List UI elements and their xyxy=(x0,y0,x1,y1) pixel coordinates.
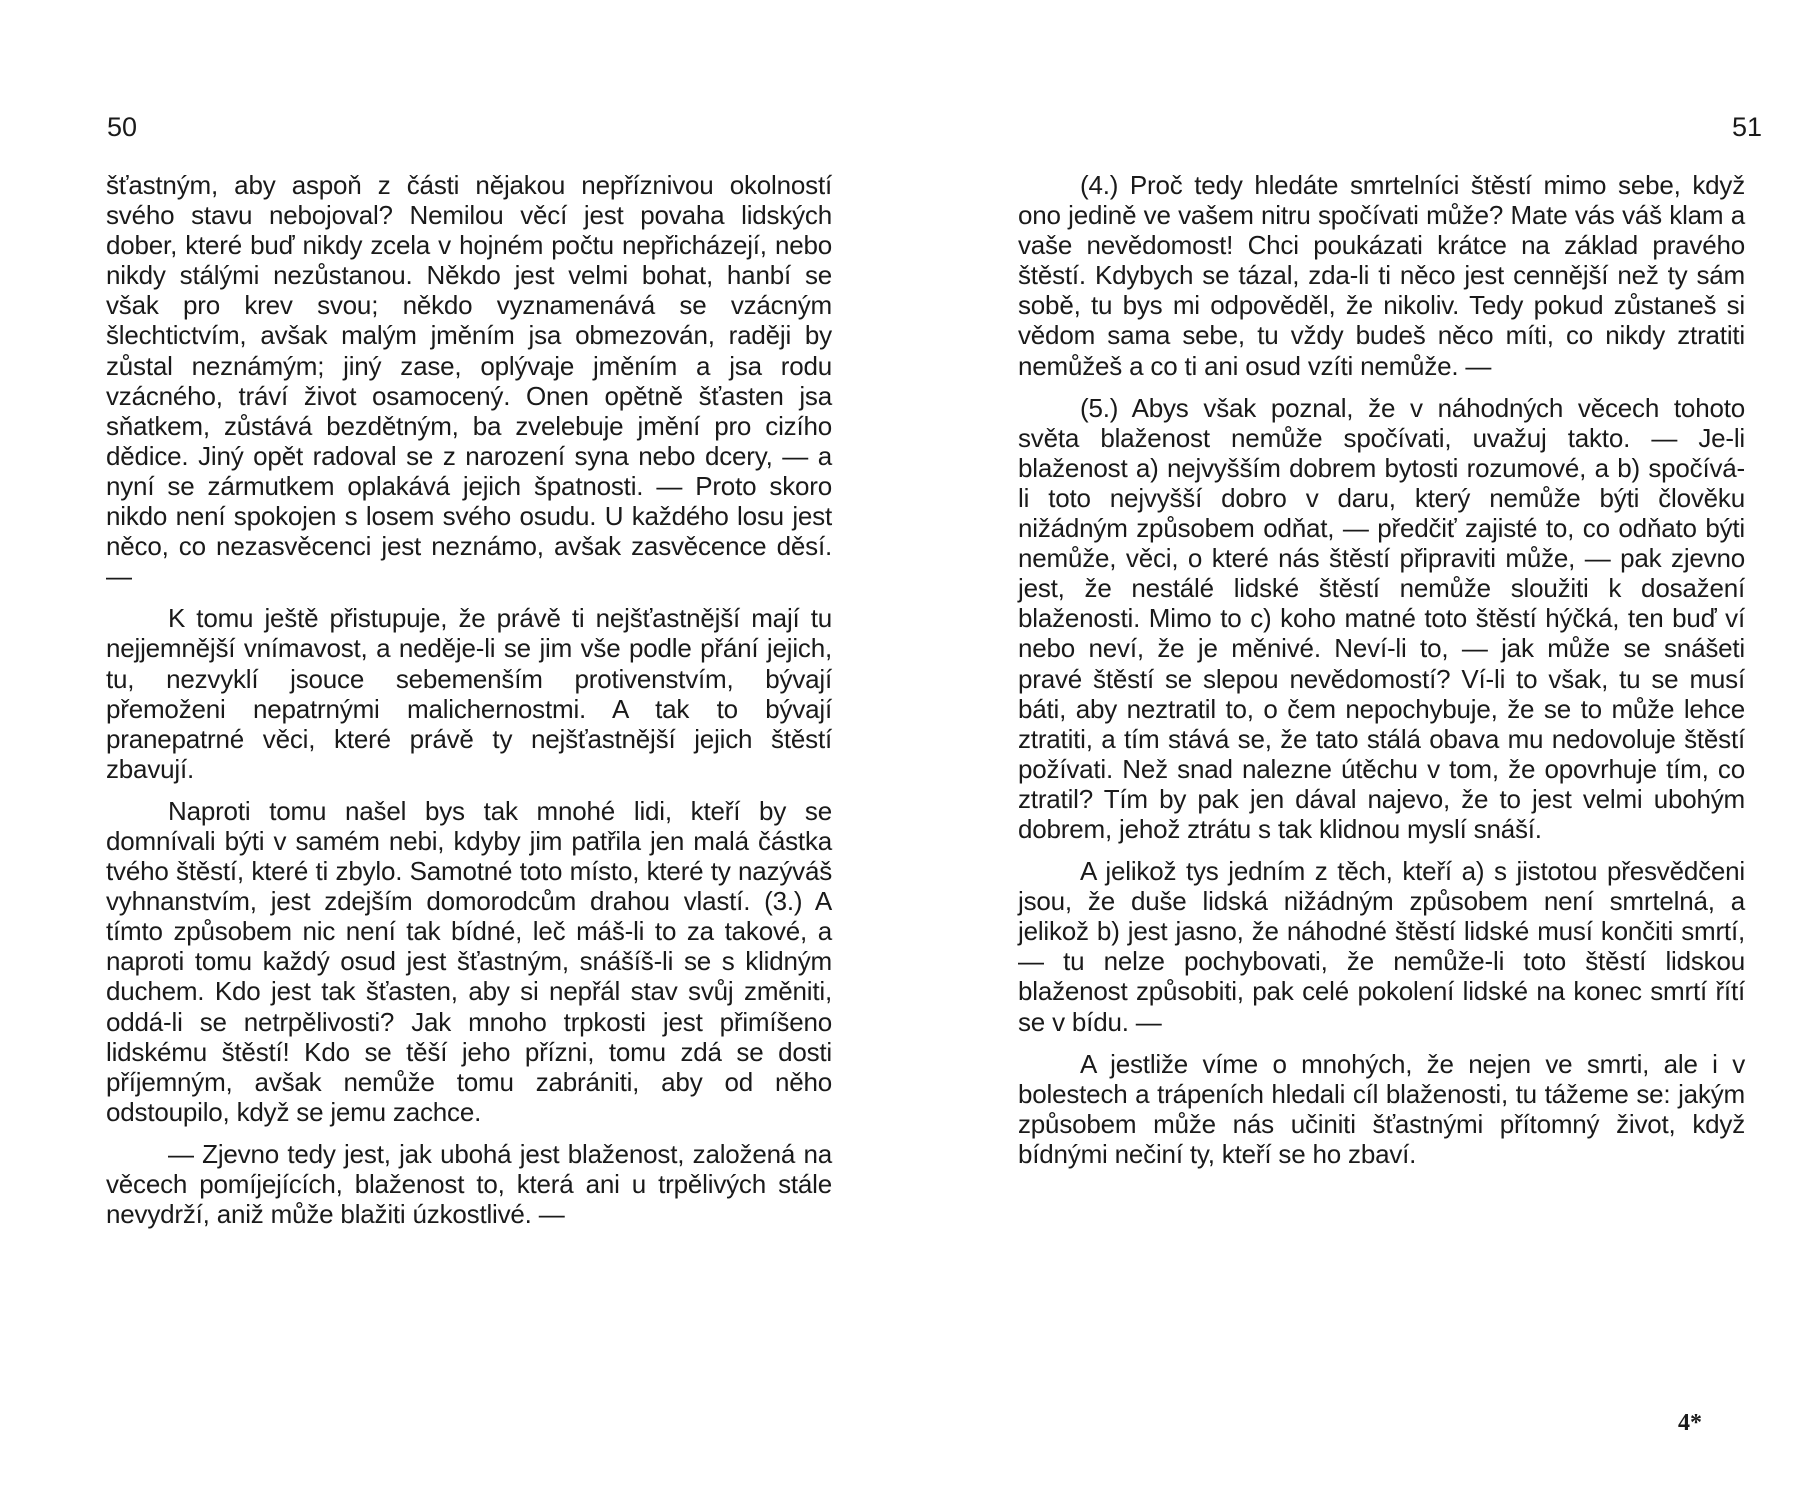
right-page xyxy=(910,0,1820,1500)
right-paragraph-3: A jelikož tys jedním z těch, kteří a) s jistotou přesvědčeni jsou, že duše lidská nižádným způsobem není smrtelná, a jelikož b) jest jasno, že náhodné štěstí lidské musí končiti smrtí, — tu nelze pochybovati, že nemůže-li toto štěstí lidskou blaženost způsobiti, pak celé pokolení lidské na konec smrtí řítí se v bídu. — xyxy=(1018,856,1745,1037)
left-paragraph-2: K tomu ještě přistupuje, že právě ti nejšťastnější mají tu nejjemnější vnímavost, a neděje-li se jim vše podle přání jejich, tu, nezvyklí jsouce sebemenším protivenstvím, bývají přemoženi nepatrnými malichernostmi. A tak to bývají pranepatrné věci, které právě ty nejšťastnější jejich štěstí zbavují. xyxy=(106,603,832,784)
left-paragraph-3: Naproti tomu našel bys tak mnohé lidi, kteří by se domnívali býti v samém nebi, kdyby jim patřila jen malá částka tvého štěstí, které ti zbylo. Samotné toto místo, které ty nazýváš vyhnanstvím, jest zdejším domorodcům drahou vlastí. (3.) A tímto způsobem nic není tak bídné, leč máš-li to za takové, a naproti tomu každý osud jest šťastným, snášíš-li se s klidným duchem. Kdo jest tak šťasten, aby si nepřál stav svůj změniti, oddá-li se netrpělivosti? Jak mnoho trpkosti jest přimíšeno lidskému štěstí! Kdo se těší jeho přízni, tomu zdá se dosti příjemným, avšak nemůže tomu zabrániti, aby od něho odstoupilo, když se jemu zachce. xyxy=(106,795,832,1127)
right-paragraph-1: (4.) Proč tedy hledáte smrtelníci štěstí mimo sebe, když ono jedině ve vašem nitru spočívati může? Mate vás váš klam a vaše nevědomost! Chci poukázati krátce na základ pravého štěstí. Kdybych se tázal, zda-li ti něco jest cennější než ty sám sobě, tu bys mi odpověděl, že nikoliv. Tedy pokud zůstaneš si vědom sama sebe, tu vždy budeš něco míti, co nikdy ztratiti nemůžeš a co ti ani osud vzíti nemůže. — xyxy=(1018,170,1745,381)
left-text-column xyxy=(106,170,832,1229)
left-paragraph-4: — Zjevno tedy jest, jak ubohá jest blaženost, založená na věcech pomíjejících, blaženost to, která ani u trpělivých stále nevydrží, aniž může blažiti úzkostlivé. — xyxy=(106,1138,832,1230)
right-paragraph-4: A jestliže víme o mnohých, že nejen ve smrti, ale i v bolestech a trápeních hledali cíl blaženosti, tu tážeme se: jakým způsobem může nás učiniti šťastnými přítomný život, když bídnými nečiní ty, kteří se ho zbaví. xyxy=(1018,1048,1745,1169)
signature-mark: 4* xyxy=(1678,1410,1702,1436)
right-text-column xyxy=(1018,170,1745,1169)
right-paragraph-2: (5.) Abys však poznal, že v náhodných věcech tohoto světa blaženost nemůže spočívati, uvažuj takto. — Je-li blaženost a) nejvyšším dobrem bytosti rozumové, a b) spočívá-li toto nejvyšší dobro v daru, který nemůže býti člověku nižádným způsobem odňat, — předčiť zajisté to, co odňato býti nemůže, věci, o které nás štěstí připraviti může, — pak zjevno jest, že nestálé lidské štěstí nemůže sloužiti k dosažení blaženosti. Mimo to c) koho matné toto štěstí hýčká, ten buď ví nebo neví, že je měnivé. Neví-li to, — jak může se snášeti pravé štěstí se slepou nevědomostí? Ví-li to však, tu se musí báti, aby neztratil to, o čem nepochybuje, že se to může lehce ztratiti, a tím stává se, že tato stálá obava mu nedovoluje štěstí požívati. Než snad nalezne útěchu v tom, že opovrhuje tím, co ztratil? Tím by pak jen dával najevo, že to jest velmi ubohým dobrem, jehož ztrátu s tak klidnou myslí snáší. xyxy=(1018,392,1745,844)
page-number-right: 51 xyxy=(1732,112,1763,142)
page-number-left: 50 xyxy=(107,112,138,142)
left-paragraph-1: šťastným, aby aspoň z části nějakou nepříznivou okolností svého stavu nebojoval? Nemilou věcí jest povaha lidských dober, které buď nikdy zcela v hojném počtu nepřicházejí, nebo nikdy stálými nezůstanou. Někdo jest velmi bohat, hanbí se však pro krev svou; někdo vyznamenává se vzácným šlechtictvím, avšak malým jměním jsa obmezován, raději by zůstal neznámým; jiný zase, oplývaje jměním a jsa rodu vzácného, tráví život osamocený. Onen opětně šťasten jsa sňatkem, zůstává bezdětným, ba zvelebuje jmění pro cizího dědice. Jiný opět radoval se z narození syna nebo dcery, — a nyní se zármutkem oplakává jejich špatnosti. — Proto skoro nikdo není spokojen s losem svého osudu. U každého losu jest něco, co nezasvěcenci jest neznámo, avšak zasvěcence děsí. — xyxy=(106,170,832,592)
